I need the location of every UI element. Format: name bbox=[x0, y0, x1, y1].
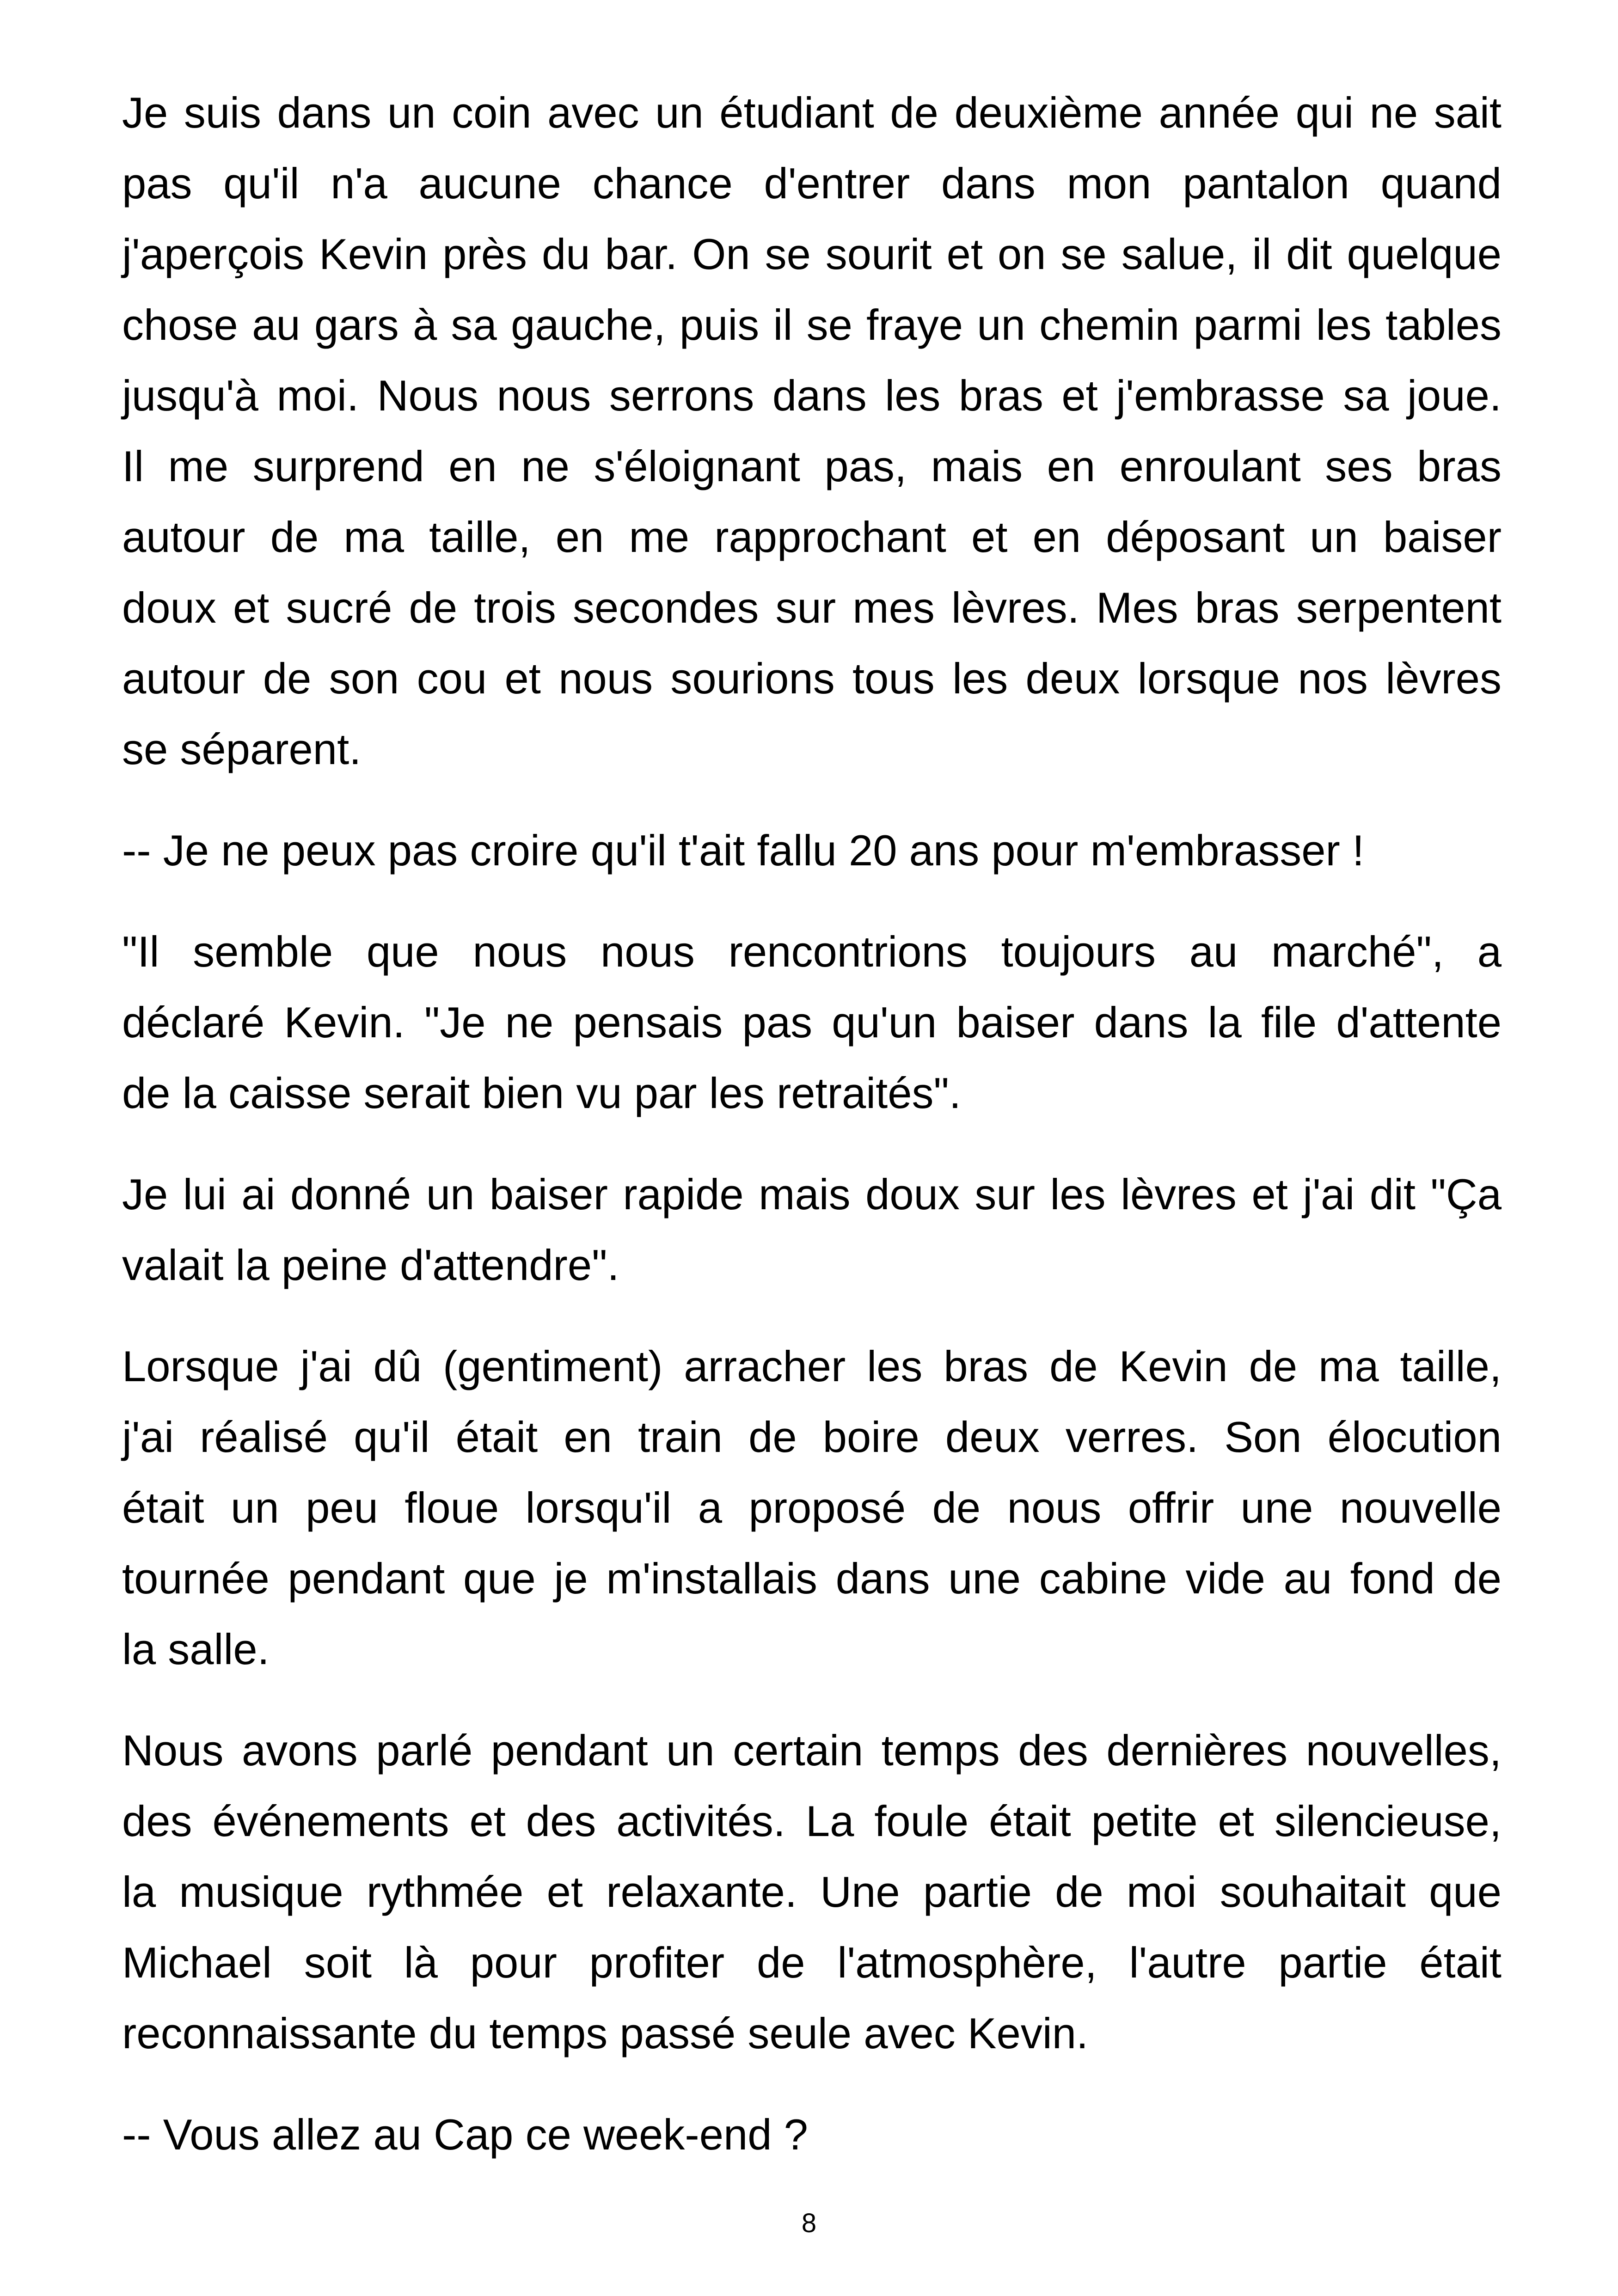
text-line: de la caisse serait bien vu par les retraités". bbox=[122, 1069, 962, 1117]
text-line: "Il semble que nous nous rencontrions toujours au marché", a bbox=[122, 927, 1502, 976]
paragraph bbox=[122, 1331, 1502, 1684]
text-line: se séparent. bbox=[122, 725, 362, 773]
text-line: j'aperçois Kevin près du bar. On se sourit et on se salue, il dit quelque bbox=[122, 230, 1502, 278]
text-line: autour de ma taille, en me rapprochant et en déposant un baiser bbox=[122, 513, 1502, 561]
text-line: des événements et des activités. La foule était petite et silencieuse, bbox=[122, 1797, 1502, 1845]
text-line: j'ai réalisé qu'il était en train de boire deux verres. Son élocution bbox=[122, 1413, 1502, 1461]
paragraph bbox=[122, 916, 1502, 1128]
text-line: Je lui ai donné un baiser rapide mais doux sur les lèvres et j'ai dit "Ça bbox=[122, 1170, 1502, 1218]
body-text bbox=[122, 77, 1502, 2170]
text-line: déclaré Kevin. "Je ne pensais pas qu'un baiser dans la file d'attente bbox=[122, 998, 1502, 1047]
text-line: pas qu'il n'a aucune chance d'entrer dans mon pantalon quand bbox=[122, 159, 1502, 208]
paragraph bbox=[122, 815, 1502, 886]
text-line: Je suis dans un coin avec un étudiant de deuxième année qui ne sait bbox=[122, 88, 1502, 137]
text-line: Il me surprend en ne s'éloignant pas, mais en enroulant ses bras bbox=[122, 442, 1502, 490]
text-line: Lorsque j'ai dû (gentiment) arracher les bras de Kevin de ma taille, bbox=[122, 1342, 1502, 1390]
text-line: valait la peine d'attendre". bbox=[122, 1241, 619, 1289]
page-number: 8 bbox=[801, 2208, 817, 2238]
paragraph bbox=[122, 2099, 1502, 2170]
paragraph bbox=[122, 1715, 1502, 2069]
text-line: Nous avons parlé pendant un certain temps des dernières nouvelles, bbox=[122, 1726, 1502, 1775]
text-line: jusqu'à moi. Nous nous serrons dans les bras et j'embrasse sa joue. bbox=[122, 371, 1502, 420]
text-line: -- Je ne peux pas croire qu'il t'ait fallu 20 ans pour m'embrasser ! bbox=[122, 826, 1365, 875]
text-line: Michael soit là pour profiter de l'atmosphère, l'autre partie était bbox=[122, 1938, 1502, 1987]
text-line: tournée pendant que je m'installais dans une cabine vide au fond de bbox=[122, 1554, 1502, 1603]
paragraph bbox=[122, 1159, 1502, 1300]
text-line: -- Vous allez au Cap ce week-end ? bbox=[122, 2110, 808, 2159]
text-line: autour de son cou et nous sourions tous les deux lorsque nos lèvres bbox=[122, 654, 1502, 703]
text-line: reconnaissante du temps passé seule avec Kevin. bbox=[122, 2009, 1089, 2057]
text-line: la musique rythmée et relaxante. Une partie de moi souhaitait que bbox=[122, 1867, 1502, 1916]
text-line: était un peu floue lorsqu'il a proposé de nous offrir une nouvelle bbox=[122, 1483, 1502, 1532]
text-line: la salle. bbox=[122, 1625, 270, 1673]
paragraph bbox=[122, 77, 1502, 784]
text-line: doux et sucré de trois secondes sur mes lèvres. Mes bras serpentent bbox=[122, 583, 1502, 632]
text-line: chose au gars à sa gauche, puis il se fraye un chemin parmi les tables bbox=[122, 300, 1502, 349]
